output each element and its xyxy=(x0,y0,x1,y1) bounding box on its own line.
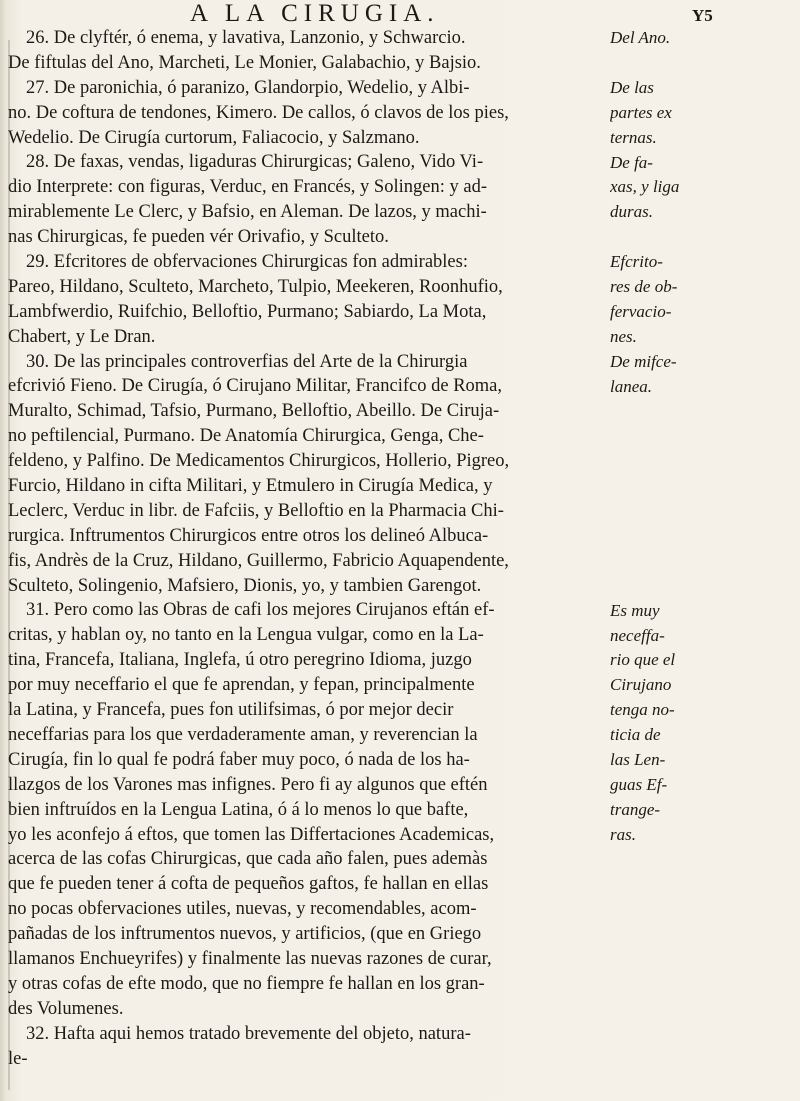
margin-note-line: Efcrito- xyxy=(610,252,663,272)
margin-note-line: fervacio- xyxy=(610,301,672,321)
text-line: Leclerc, Verduc in libr. de Fafciis, y Belloftio en la Pharmacia Chi- xyxy=(8,500,504,521)
text-line: 28. De faxas, vendas, ligaduras Chirurgicas; Galeno, Vido Vi- xyxy=(26,152,484,173)
text-line: y otras cofas de efte modo, que no fiempre fe hallan en los gran- xyxy=(8,973,485,994)
margin-note-line: De mifce- xyxy=(610,351,677,371)
margin-note-line: rio que el xyxy=(610,650,676,670)
text-line: Wedelio. De Cirugía curtorum, Faliacocio, y Salzmano. xyxy=(8,127,420,148)
margin-note-line: duras. xyxy=(610,202,653,222)
text-line: no. De coftura de tendones, Kimero. De callos, ó clavos de los pies, xyxy=(8,102,509,123)
text-line: des Volumenes. xyxy=(8,998,124,1019)
text-line: 29. Efcritores de obfervaciones Chirurgicas fon admirables: xyxy=(26,252,468,273)
margin-note-line: tenga no- xyxy=(610,700,675,720)
text-line: Furcio, Hildano in cifta Militari, y Etmulero in Cirugía Medica, y xyxy=(8,476,493,497)
margin-note-line: guas Ef- xyxy=(610,774,668,794)
text-line: fis, Andrès de la Cruz, Hildano, Guillermo, Fabricio Aquapendente, xyxy=(8,550,509,571)
text-line: Cirugía, fin lo qual fe podrá faber muy poco, ó nada de los ha- xyxy=(8,749,470,770)
text-line: neceffarias para los que verdaderamente aman, y reverencian la xyxy=(8,724,478,745)
text-line: critas, y hablan oy, no tanto en la Lengua vulgar, como en la La- xyxy=(8,625,484,646)
text-line: llamanos Enchueyrifes) y finalmente las nuevas razones de curar, xyxy=(8,948,492,969)
text-line: no pocas obfervaciones utiles, nuevas, y recomendables, acom- xyxy=(8,899,477,920)
margin-note xyxy=(610,350,798,400)
margin-note-line: lanea. xyxy=(610,376,653,396)
text-line: acerca de las cofas Chirurgicas, que cada año falen, pues ademàs xyxy=(8,849,488,870)
margin-note-line: Es muy xyxy=(610,600,660,620)
margin-note-line: xas, y liga xyxy=(610,177,680,197)
running-title: A LA CIRUGIA. xyxy=(190,0,440,27)
text-line: feldeno, y Palfino. De Medicamentos Chirurgicos, Hollerio, Pigreo, xyxy=(8,451,510,472)
text-line: que fe pueden tener á cofta de pequeños gaftos, fe hallan en ellas xyxy=(8,874,489,895)
margin-note-line: ras. xyxy=(610,824,636,844)
text-line: Chabert, y Le Dran. xyxy=(8,326,156,347)
margin-note xyxy=(610,76,798,151)
text-line: 26. De clyftér, ó enema, y lavativa, Lanzonio, y Schwarcio. xyxy=(26,28,466,48)
text-line: efcrivió Fieno. De Cirugía, ó Cirujano Militar, Francifco de Roma, xyxy=(8,376,503,397)
margin-note-line: trange- xyxy=(610,799,661,819)
margin-note-line: res de ob- xyxy=(610,276,678,296)
text-line: 30. De las principales controverfias del Arte de la Chirurgia xyxy=(26,351,468,372)
text-line: la Latina, y Francefa, pues fon utilifsimas, ó por mejor decir xyxy=(8,700,454,721)
text-line: 27. De paronichia, ó paranizo, Glandorpio, Wedelio, y Albi- xyxy=(26,77,470,98)
margin-note-line: ternas. xyxy=(610,127,657,147)
margin-note-line: De las xyxy=(610,77,654,97)
margin-note-line: De fa- xyxy=(610,152,653,172)
body-text xyxy=(8,26,604,1071)
margin-note-line: partes ex xyxy=(610,102,672,122)
text-line: 32. Hafta aqui hemos tratado brevemente del objeto, natura- xyxy=(26,1023,471,1044)
margin-note xyxy=(610,250,798,350)
text-line: Pareo, Hildano, Sculteto, Marcheto, Tulpio, Meekeren, Roonhufio, xyxy=(8,276,503,297)
text-line: mirablemente Le Clerc, y Bafsio, en Aleman. De lazos, y machi- xyxy=(8,202,487,223)
text-line: nas Chirurgicas, fe pueden vér Orivafio, y Sculteto. xyxy=(8,227,389,248)
margin-note-line: nes. xyxy=(610,326,637,346)
margin-note xyxy=(610,599,798,848)
text-line: bien inftruídos en la Lengua Latina, ó á lo menos lo que bafte, xyxy=(8,799,469,820)
text-line: no peftilencial, Purmano. De Anatomía Chirurgica, Genga, Che- xyxy=(8,426,484,447)
text-line: pañadas de los inftrumentos nuevos, y artificios, (que en Griego xyxy=(8,924,482,945)
text-line: tina, Francefa, Italiana, Inglefa, ú otro peregrino Idioma, juzgo xyxy=(8,650,472,671)
text-line: 31. Pero como las Obras de cafi los mejores Cirujanos eftán ef- xyxy=(26,600,495,621)
signature-mark: Y5 xyxy=(692,6,713,25)
margin-note-line: Cirujano xyxy=(610,675,672,695)
text-line: De fiftulas del Ano, Marcheti, Le Monier, Galabachio, y Bajsio. xyxy=(8,52,481,73)
margin-note-line: neceffa- xyxy=(610,625,665,645)
text-line: dio Interprete: con figuras, Verduc, en Francés, y Solingen: y ad- xyxy=(8,177,487,198)
text-line: rurgica. Inftrumentos Chirurgicos entre otros los delineó Albuca- xyxy=(8,525,489,546)
margin-note-line: Del Ano. xyxy=(610,28,671,47)
text-line: llazgos de los Varones mas infignes. Pero fi ay algunos que eftén xyxy=(8,774,488,795)
margin-note-line: ticia de xyxy=(610,725,661,745)
text-line: por muy neceffario el que fe aprendan, y fepan, principalmente xyxy=(8,675,475,696)
text-line: Sculteto, Solingenio, Mafsiero, Dionis, yo, y tambien Garengot. xyxy=(8,575,482,596)
margin-note xyxy=(610,151,798,226)
text-line: le- xyxy=(8,1048,28,1069)
text-line: yo les aconfejo á eftos, que tomen las Differtaciones Academicas, xyxy=(8,824,495,845)
margin-note-line: las Len- xyxy=(610,750,666,770)
margin-note xyxy=(610,26,798,51)
text-line: Lambfwerdio, Ruifchio, Belloftio, Purmano; Sabiardo, La Mota, xyxy=(8,301,487,322)
text-line: Muralto, Schimad, Tafsio, Purmano, Belloftio, Abeillo. De Ciruja- xyxy=(8,401,500,422)
